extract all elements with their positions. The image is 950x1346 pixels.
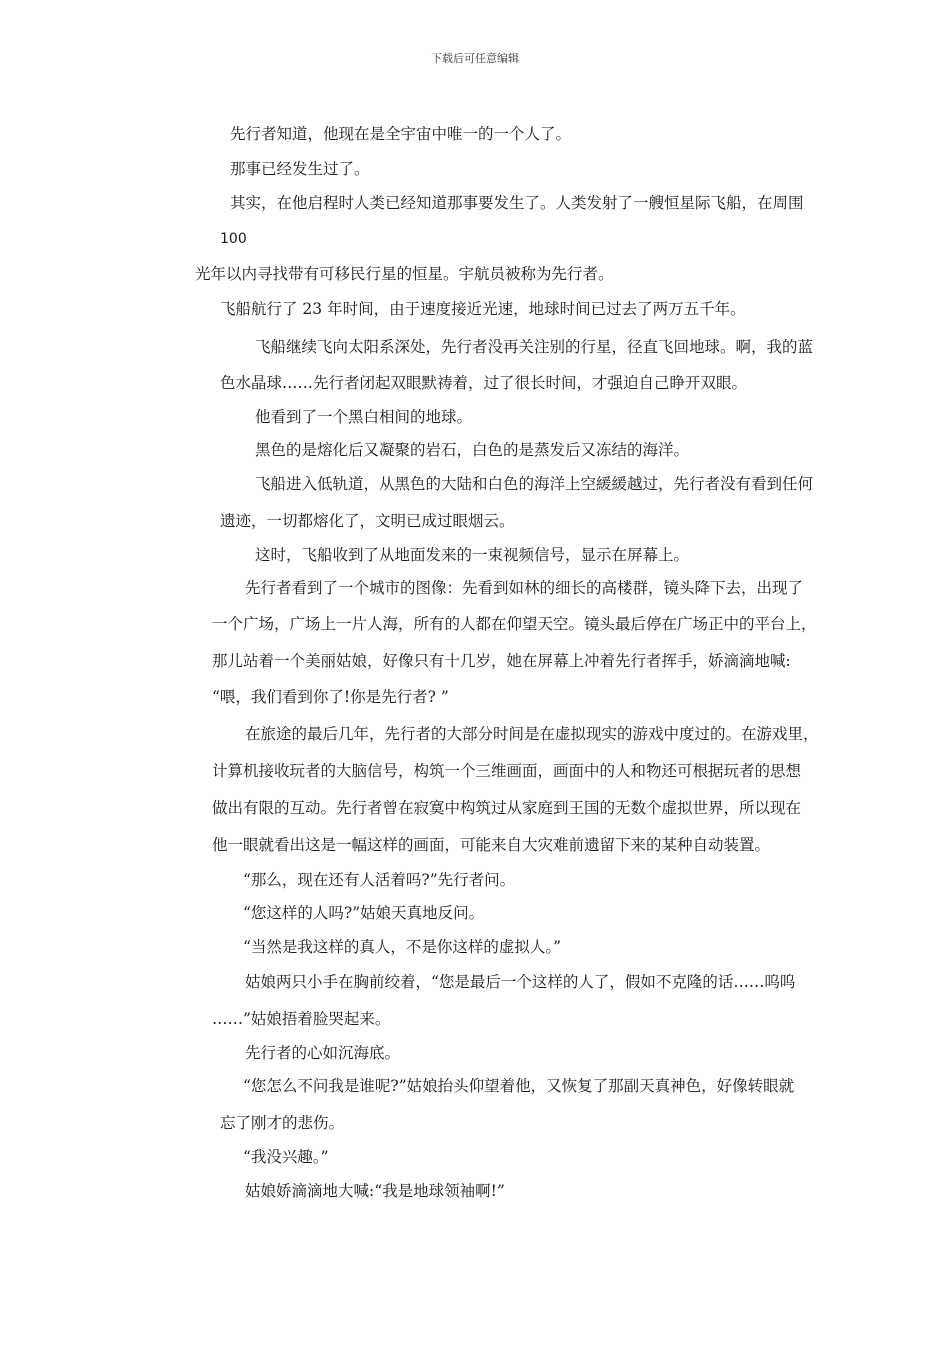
body-line: 其实，在他启程时人类已经知道那事要发生了。人类发射了一艘恒星际飞船，在周围 <box>230 194 804 212</box>
body-line: 姑娘两只小手在胸前绞着，“您是最后一个这样的人了，假如不克隆的话……呜呜 <box>245 973 796 991</box>
body-line: 色水晶球……先行者闭起双眼默祷着，过了很长时间，才强迫自己睁开双眼。 <box>220 374 748 392</box>
body-line: 姑娘娇滴滴地大喊:“我是地球领袖啊!” <box>245 1182 505 1200</box>
body-line: 遗迹，一切都熔化了，文明已成过眼烟云。 <box>220 512 515 530</box>
body-line: 100 <box>220 231 247 247</box>
body-line: 计算机接收玩者的大脑信号，构筑一个三维画面，画面中的人和物还可根据玩者的思想 <box>212 762 802 780</box>
body-line: 他看到了一个黑白相间的地球。 <box>255 408 473 426</box>
body-line: 一个广场，广场上一片人海，所有的人都在仰望天空。镜头最后停在广场正中的平台上， <box>212 615 817 633</box>
body-line: “当然是我这样的真人，不是你这样的虚拟人。” <box>243 938 562 956</box>
body-line: 飞船进入低轨道，从黑色的大陆和白色的海洋上空緩緩越过，先行者没有看到任何 <box>255 475 814 493</box>
body-line: “您这样的人吗?”姑娘天真地反问。 <box>243 904 485 922</box>
body-line: 先行者的心如沉海底。 <box>245 1044 401 1062</box>
body-line: 光年以内寻找带有可移民行星的恒星。宇航员被称为先行者。 <box>195 265 614 283</box>
body-line: 这时，飞船收到了从地面发来的一束视频信号，显示在屏幕上。 <box>255 546 690 564</box>
body-line: 那事已经发生过了。 <box>230 160 370 178</box>
body-line: 先行者知道，他现在是全宇宙中唯一的一个人了。 <box>230 125 572 143</box>
body-line: 黑色的是熔化后又凝聚的岩石，白色的是蒸发后又冻结的海洋。 <box>255 441 690 459</box>
page-header: 下载后可任意编辑 <box>431 52 519 65</box>
body-line: 先行者看到了一个城市的图像：先看到如林的细长的高楼群，镜头降下去，出现了 <box>245 579 804 597</box>
body-line: “喂，我们看到你了!你是先行者? ” <box>212 688 449 706</box>
body-line: “您怎么不问我是谁呢?”姑娘抬头仰望着他，又恢复了那副天真神色，好像转眼就 <box>243 1077 795 1095</box>
body-line: “那么，现在还有人活着吗?”先行者问。 <box>243 871 516 889</box>
body-line: 那儿站着一个美丽姑娘，好像只有十几岁，她在屏幕上冲着先行者挥手，娇滴滴地喊: <box>212 652 791 670</box>
body-line: 飞船继续飞向太阳系深处，先行者没再关注别的行星，径直飞回地球。啊，我的蓝 <box>255 338 814 356</box>
body-line: ……”姑娘捂着脸哭起来。 <box>212 1010 391 1028</box>
body-line: 飞船航行了 23 年时间，由于速度接近光速，地球时间已过去了两万五千年。 <box>220 300 746 318</box>
body-line: 他一眼就看出这是一幅这样的画面，可能来自大灾难前遗留下来的某种自动装置。 <box>212 836 771 854</box>
body-line: 忘了刚才的悲伤。 <box>220 1114 345 1132</box>
body-line: 做出有限的互动。先行者曾在寂寞中构筑过从家庭到王国的无数个虚拟世界，所以现在 <box>212 799 802 817</box>
body-line: 在旅途的最后几年，先行者的大部分时间是在虚拟现实的游戏中度过的。在游戏里， <box>245 725 819 743</box>
body-line: “我没兴趣。” <box>243 1148 329 1166</box>
